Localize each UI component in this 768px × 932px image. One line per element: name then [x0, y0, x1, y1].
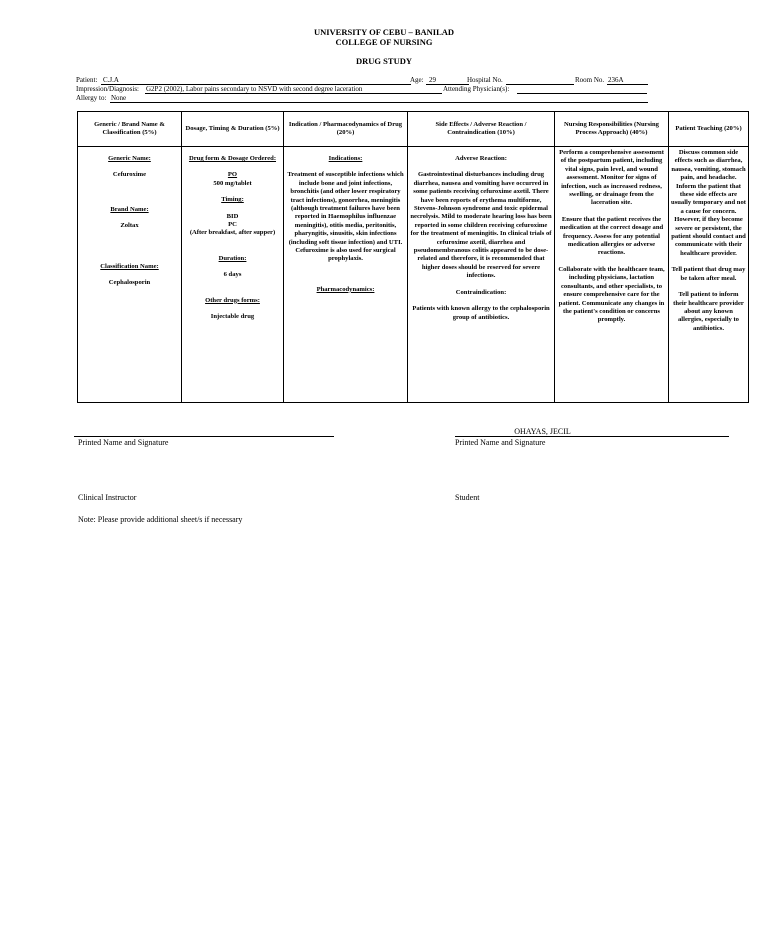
timing-bid: BID — [226, 212, 239, 220]
impression-field[interactable]: G2P2 (2002), Labor pains secondary to NSVD with second degree laceration — [145, 85, 442, 94]
header-nursing-responsibilities: Nursing Responsibilities (Nursing Process Approach) (40%) — [555, 112, 669, 147]
duration-label: Duration: — [218, 254, 247, 262]
adverse-reaction-label: Adverse Reaction: — [455, 155, 507, 162]
nursing-paragraph: Ensure that the patient receives the medication at the correct dosage and frequency. Assess for any potential medication allergies or adverse reactions. — [559, 215, 664, 257]
header-patient-teaching: Patient Teaching (20%) — [669, 112, 749, 147]
pharmacodynamics-label: Pharmacodynamics: — [316, 285, 375, 293]
hospital-no-field[interactable] — [506, 76, 574, 85]
student-signature-label: Printed Name and Signature — [455, 438, 546, 447]
cell-patient-teaching — [669, 147, 749, 403]
contraindication-label: Contraindication: — [455, 288, 507, 296]
university-name: UNIVERSITY OF CEBU – BANILAD — [313, 27, 455, 37]
additional-sheet-note: Note: Please provide additional sheet/s if necessary — [78, 515, 243, 524]
generic-name-label: Generic Name: — [108, 155, 151, 162]
nursing-paragraph: Perform a comprehensive assessment of the postpartum patient, including vital signs, pain level, and wound assessment. Monitor for signs of infection, such as increased redness, swelling, or drainage from the laceration site. — [559, 149, 664, 207]
impression-label: Impression/Diagnosis: — [76, 85, 139, 93]
nursing-paragraph: Collaborate with the healthcare team, including physicians, lactation consultants, and other specialists, to ensure comprehensive care for the patient. Communicate any changes in the patient's condition or concerns promptly. — [558, 265, 665, 324]
drug-study-table — [77, 111, 749, 403]
physician-label: Attending Physician(s): — [443, 85, 510, 93]
other-forms-value: Injectable drug — [210, 313, 255, 321]
timing-label: Timing: — [221, 196, 244, 204]
physician-field[interactable] — [517, 85, 647, 94]
hospital-no-label: Hospital No. — [467, 76, 503, 84]
allergy-field[interactable]: None — [110, 94, 648, 103]
dose-value: 500 mg/tablet — [213, 179, 252, 187]
classification-value: Cephalosporin — [108, 279, 151, 287]
header-generic-brand: Generic / Brand Name & Classification (5%) — [78, 112, 182, 147]
other-forms-label: Other drugs forms: — [205, 296, 260, 304]
timing-note: (After breakfast, after supper) — [189, 229, 276, 237]
allergy-label: Allergy to: — [76, 94, 107, 102]
classification-label: Classification Name: — [100, 262, 159, 270]
indications-label: Indications: — [328, 155, 363, 162]
brand-name-label: Brand Name: — [110, 205, 149, 213]
contraindication-text: Patients with known allergy to the cephalosporin group of antibiotics. — [412, 305, 550, 321]
room-no-field[interactable]: 236A — [607, 76, 648, 85]
student-name[interactable]: OHAYAS, JECIL — [514, 427, 571, 436]
cell-indication — [284, 147, 408, 403]
teaching-paragraph: Tell patient that drug may be taken after meal. — [671, 266, 746, 282]
duration-value: 6 days — [223, 271, 242, 279]
brand-name-value: Zoltax — [120, 222, 139, 230]
page-title: DRUG STUDY — [356, 56, 412, 66]
patient-field[interactable]: C.J.A — [101, 76, 411, 85]
indications-text: Treatment of susceptible infections which include bone and joint infections, bronchitis (and other lower respiratory tract infections), gonorrhea, meningitis (although treatment failures have been reported in Haemophilus influenzae meningitis), otitis media, peritonitis, pharyngitis, sinusitis, skin infections (including soft tissue infection) and UTI. Cefuroxime is also used for surgical prophylaxis. — [287, 171, 404, 263]
header-indication: Indication / Pharmacodynamics of Drug (20%) — [284, 112, 408, 147]
student-signature-line — [455, 436, 729, 437]
college-name: COLLEGE OF NURSING — [335, 37, 433, 47]
teaching-paragraph: Tell patient to inform their healthcare provider about any known allergies, especially to antibiotics. — [673, 291, 744, 332]
route-value: PO — [227, 171, 238, 179]
instructor-signature-label: Printed Name and Signature — [78, 438, 169, 447]
age-field[interactable]: 29 — [426, 76, 469, 85]
table-row — [78, 147, 749, 403]
header-side-effects: Side Effects / Adverse Reaction / Contraindication (10%) — [408, 112, 555, 147]
cell-side-effects — [408, 147, 555, 403]
age-label: Age: — [410, 76, 424, 84]
cell-dosage — [182, 147, 284, 403]
teaching-paragraph: Discuss common side effects such as diarrhea, nausea, vomiting, stomach pain, and headache. Inform the patient that these side effects are usually temporary and not a cause for concern. However, if they become severe or persistent, the patient should contact and communicate with their healthcare provider. — [671, 149, 746, 257]
clinical-instructor-role: Clinical Instructor — [78, 493, 137, 502]
header-dosage: Dosage, Timing & Duration (5%) — [182, 112, 284, 147]
instructor-signature-line — [74, 436, 334, 437]
drug-form-label: Drug form & Dosage Ordered: — [188, 155, 277, 162]
patient-label: Patient: — [76, 76, 98, 84]
generic-name-value: Cefuroxime — [112, 171, 147, 179]
room-no-label: Room No. — [575, 76, 605, 84]
timing-pc: PC — [228, 221, 237, 229]
table-header-row — [78, 112, 749, 147]
cell-nursing-responsibilities — [555, 147, 669, 403]
adverse-reaction-text: Gastrointestinal disturbances including drug diarrhea, nausea and vomiting have occurred in some patients receiving cefuroxime axetil. There have been reports of erythema multiforme, Stevens-Johnson syndrome and toxic epidermal necrolysis. Mild to moderate hearing loss has been reported in some children receiving cefuroxime for the treatment of meningitis. In clinical trials of cefuroxime axetil, diarrhea and pseudomembranous colitis appeared to be dose-related and therefore, it is recommended that higher doses should be reserved for severe infections. — [410, 171, 552, 280]
student-role: Student — [455, 493, 480, 502]
cell-generic-brand — [78, 147, 182, 403]
